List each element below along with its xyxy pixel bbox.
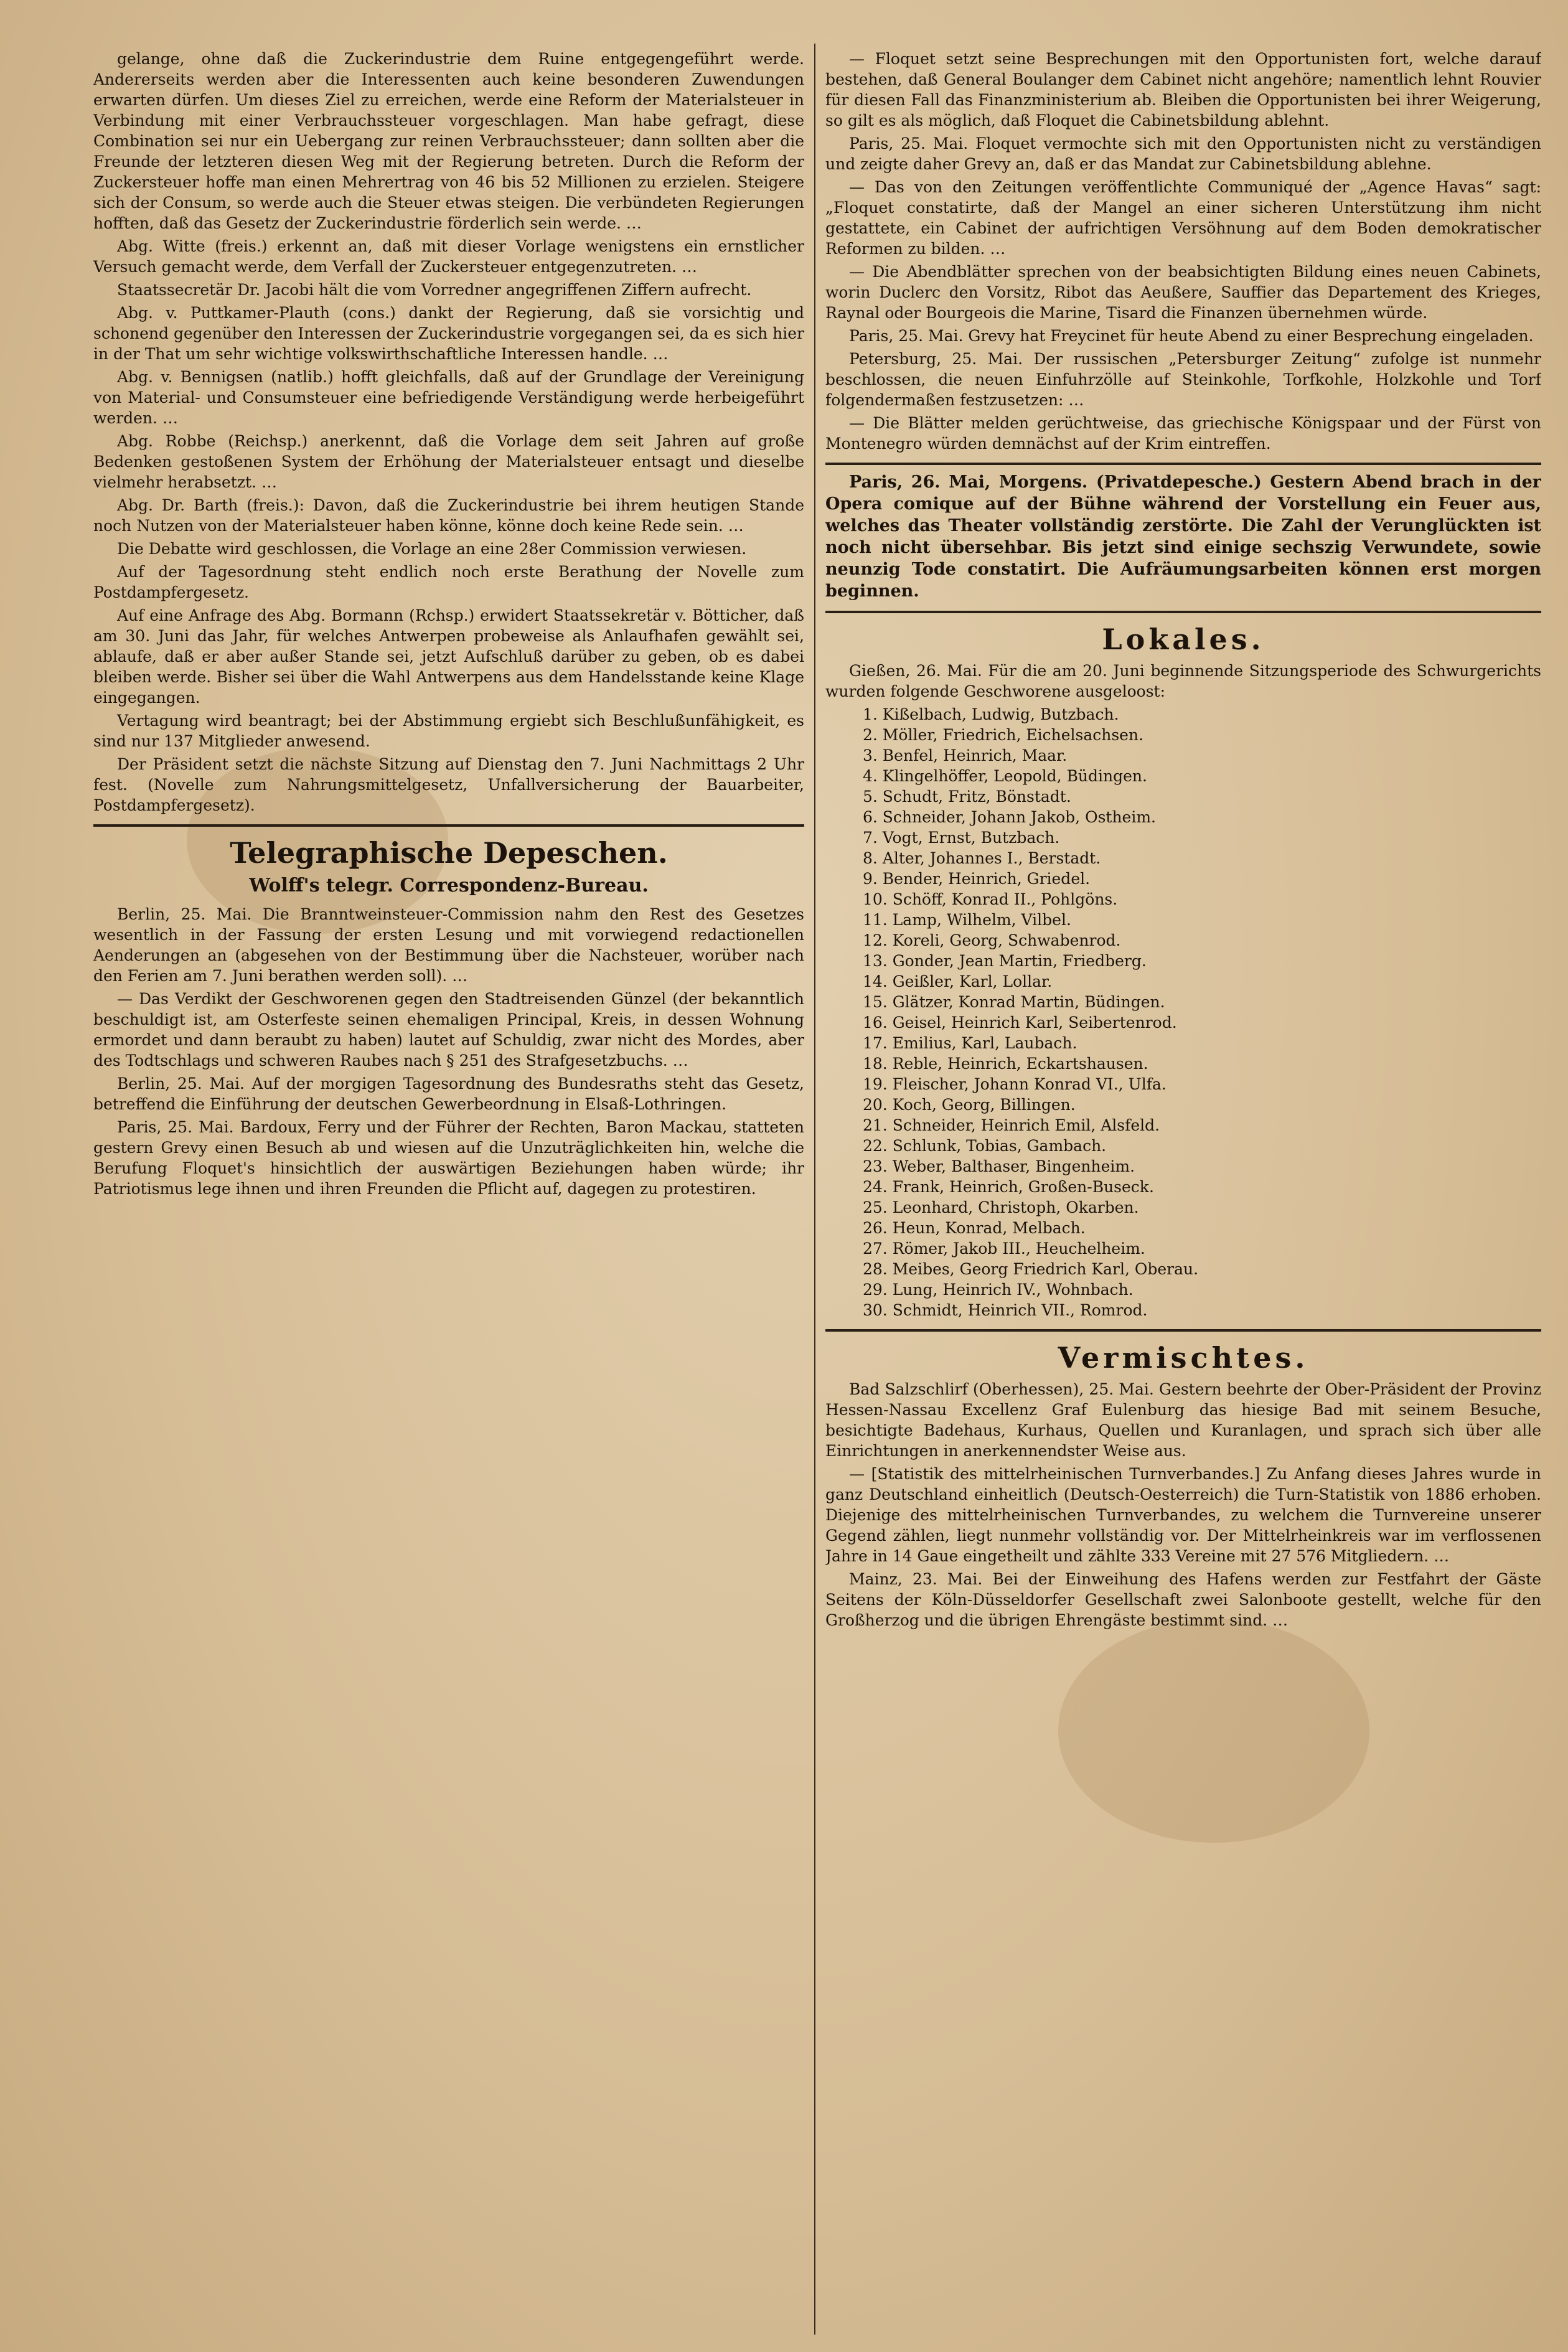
left-column [93, 49, 804, 2327]
juror-entry: 7. Vogt, Ernst, Butzbach. [863, 829, 1060, 847]
article-paragraph: Vertagung wird beantragt; bei der Abstimmung ergiebt sich Beschlußunfähigkeit, es sind nur 137 Mitglieder anwesend. [93, 712, 804, 750]
juror-entry: 14. Geißler, Karl, Lollar. [863, 972, 1053, 990]
dispatch-paragraph: — Das von den Zeitungen veröffentlichte Communiqué der „Agence Havas“ sagt: „Floquet constatirte, daß der Mangel an einer sicheren Unterstützung ihm nicht gestattete, ein Cabinet der aufrichtigen Versöhnung auf dem Boden demokratischer Reformen zu bilden. … [825, 178, 1541, 258]
juror-entry: 2. Möller, Friedrich, Eichelsachsen. [863, 726, 1144, 744]
juror-entry: 4. Klingelhöffer, Leopold, Büdingen. [863, 767, 1147, 785]
dispatch-paragraph: — Die Blätter melden gerüchtweise, das griechische Königspaar und der Fürst von Montenegro würden demnächst auf der Krim eintreffen. [825, 414, 1541, 453]
dispatch-paragraph: — Das Verdikt der Geschworenen gegen den Stadtreisenden Günzel (der bekanntlich beschuldigt ist, am Osterfeste seinen ehemaligen Principal, Kreis, in dessen Wohnung ermordet und dann beraubt zu haben) lautet auf Schuldig, zwar nicht des Mordes, aber des Todtschlags und schweren Raubes nach § 251 des Strafgesetzbuchs. … [93, 990, 804, 1070]
juror-entry: 16. Geisel, Heinrich Karl, Seibertenrod. [863, 1014, 1177, 1032]
article-paragraph: Die Debatte wird geschlossen, die Vorlage an eine 28er Commission verwiesen. [117, 540, 747, 558]
article-paragraph: Der Präsident setzt die nächste Sitzung auf Dienstag den 7. Juni Nachmittags 2 Uhr fest. (Novelle zum Nahrungsmittelgesetz, Unfallversicherung der Bauarbeiter, Postdampfergesetz). [93, 755, 804, 814]
article-paragraph: gelange, ohne daß die Zuckerindustrie dem Ruine entgegengeführt werde. Andererseits werden aber die Interessenten auch keine besonderen Zuwendungen erwarten dürfen. Um dieses Ziel zu erreichen, werde eine Reform der Materialsteuer in Verbindung mit einer Verbrauchssteuer vorgeschlagen. Man habe gefragt, diese Combination sei nur ein Uebergang zur reinen Verbrauchssteuer; dann sollten aber die Freunde der letzteren diesen Weg mit der Regierung betreten. Durch die Reform der Zuckersteuer hoffe man einen Mehrertrag von 46 bis 52 Millionen zu erzielen. Steigere sich der Consum, so werde auch die Steuer etwas steigen. Die verbündeten Regierungen hofften, daß das Gesetz der Zuckerindustrie förderlich sein werde. … [93, 50, 804, 232]
juror-entry: 28. Meibes, Georg Friedrich Karl, Oberau. [863, 1260, 1199, 1278]
dispatch-paragraph: Paris, 25. Mai. Floquet vermochte sich mit den Opportunisten nicht zu verständigen und zeigte daher Grevy an, daß er das Mandat zur Cabinetsbildung ablehne. [825, 134, 1541, 173]
section-rule [825, 1329, 1541, 1332]
juror-entry: 3. Benfel, Heinrich, Maar. [863, 746, 1068, 764]
lokales-intro: Gießen, 26. Mai. Für die am 20. Juni beginnende Sitzungsperiode des Schwurgerichts wurden folgende Geschworene ausgeloost: [825, 662, 1541, 700]
juror-entry: 23. Weber, Balthaser, Bingenheim. [863, 1157, 1135, 1175]
article-paragraph: Auf eine Anfrage des Abg. Bormann (Rchsp.) erwidert Staatssekretär v. Bötticher, daß am 30. Juni das Jahr, für welches Antwerpen probeweise als Anlaufhafen gewählt sei, ablaufe, daß er aber außer Stande sei, jetzt Aufschluß darüber zu geben, ob es dabei bleiben werde. Bisher sei über die Wahl Antwerpens aus dem Handelsstande keine Klage eingegangen. [93, 606, 804, 707]
juror-entry: 11. Lamp, Wilhelm, Vilbel. [863, 911, 1071, 929]
section-subheading-wolff-bureau: Wolff's telegr. Correspondenz-Bureau. [249, 875, 649, 896]
article-paragraph: Abg. v. Bennigsen (natlib.) hofft gleichfalls, daß auf der Grundlage der Vereinigung von Material- und Consumsteuer eine befriedigende Verständigung werde herbeigeführt werden. … [93, 368, 804, 427]
juror-entry: 13. Gonder, Jean Martin, Friedberg. [863, 952, 1147, 970]
juror-entry: 15. Glätzer, Konrad Martin, Büdingen. [863, 993, 1165, 1011]
right-column [825, 49, 1541, 2327]
juror-entry: 22. Schlunk, Tobias, Gambach. [863, 1137, 1107, 1155]
juror-entry: 12. Koreli, Georg, Schwabenrod. [863, 931, 1121, 949]
juror-entry: 5. Schudt, Fritz, Bönstadt. [863, 788, 1071, 806]
juror-entry: 1. Kißelbach, Ludwig, Butzbach. [863, 705, 1119, 723]
miscellany-paragraph: — [Statistik des mittelrheinischen Turnverbandes.] Zu Anfang dieses Jahres wurde in ganz Deutschland einheitlich (Deutsch-Oesterreich) die Turn-Statistik von 1886 erhoben. Diejenige des mittelrheinischen Turnverbandes, zu welchem die Turnvereine unserer Gegend zählen, liegt nunmehr vollständig vor. Der Mittelrheinkreis war im verflossenen Jahre in 14 Gaue eingetheilt und zählte 333 Vereine mit 27 576 Mitgliedern. … [825, 1465, 1541, 1565]
private-dispatch-opera-comique-fire: Paris, 26. Mai, Morgens. (Privatdepesche.) Gestern Abend brach in der Opera comique auf der Bühne während der Vorstellung ein Feuer aus, welches das Theater vollständig zerstörte. Die Zahl der Verunglückten ist noch nicht übersehbar. Bis jetzt sind einige sechszig Verwundete, sowie neunzig Tode constatirt. Die Aufräumungsarbeiten können erst morgen beginnen. [825, 473, 1541, 601]
section-rule [825, 463, 1541, 465]
article-paragraph: Abg. Witte (freis.) erkennt an, daß mit dieser Vorlage wenigstens ein ernstlicher Versuch gemacht werde, dem Verfall der Zuckersteuer entgegenzutreten. … [93, 237, 804, 276]
juror-entry: 10. Schöff, Konrad II., Pohlgöns. [863, 890, 1118, 908]
dispatch-paragraph: Petersburg, 25. Mai. Der russischen „Petersburger Zeitung“ zufolge ist nunmehr beschlossen, die neuen Einfuhrzölle auf Steinkohle, Torfkohle, Holzkohle und Torf folgendermaßen festzusetzen: … [825, 350, 1541, 409]
juror-entry: 27. Römer, Jakob III., Heuchelheim. [863, 1240, 1145, 1258]
column-divider [814, 44, 815, 2335]
section-heading-vermischtes: Vermischtes. [1058, 1341, 1309, 1375]
juror-entry: 19. Fleischer, Johann Konrad VI., Ulfa. [863, 1075, 1167, 1093]
juror-entry: 26. Heun, Konrad, Melbach. [863, 1219, 1086, 1237]
miscellany-paragraph: Mainz, 23. Mai. Bei der Einweihung des Hafens werden zur Festfahrt der Gäste Seitens der Köln-Düsseldorfer Gesellschaft zwei Salonboote gestellt, welche für den Großherzog und die übrigen Ehrengäste bestimmt sind. … [825, 1570, 1541, 1629]
juror-entry: 29. Lung, Heinrich IV., Wohnbach. [863, 1281, 1134, 1299]
dispatch-paragraph: Berlin, 25. Mai. Die Branntweinsteuer-Commission nahm den Rest des Gesetzes wesentlich in der Fassung der ersten Lesung und mit vorwiegend redactionellen Aenderungen an (abgesehen von der Bestimmung über die Nachsteuer, worüber nach den Ferien am 7. Juni berathen werden soll). … [93, 905, 804, 985]
juror-entry: 8. Alter, Johannes I., Berstadt. [863, 849, 1101, 867]
juror-entry: 18. Reble, Heinrich, Eckartshausen. [863, 1055, 1148, 1073]
dispatch-paragraph: — Die Abendblätter sprechen von der beabsichtigten Bildung eines neuen Cabinets, worin Duclerc den Vorsitz, Ribot das Aeußere, Sauffier das Departement des Krieges, Raynal oder Bourgeois die Marine, Tisard die Finanzen übernehmen würde. [825, 263, 1541, 322]
juror-entry: 17. Emilius, Karl, Laubach. [863, 1034, 1077, 1052]
juror-entry: 20. Koch, Georg, Billingen. [863, 1096, 1076, 1114]
section-heading-lokales: Lokales. [1102, 623, 1265, 656]
dispatch-paragraph: Paris, 25. Mai. Grevy hat Freycinet für heute Abend zu einer Besprechung eingeladen. [849, 327, 1534, 345]
article-paragraph: Abg. Dr. Barth (freis.): Davon, daß die Zuckerindustrie bei ihrem heutigen Stande noch Nutzen von der Materialsteuer haben könne, könne doch keine Rede sein. … [93, 496, 804, 535]
article-paragraph: Staatssecretär Dr. Jacobi hält die vom Vorredner angegriffenen Ziffern aufrecht. [117, 281, 752, 299]
juror-entry: 25. Leonhard, Christoph, Okarben. [863, 1198, 1139, 1216]
juror-entry: 30. Schmidt, Heinrich VII., Romrod. [863, 1301, 1148, 1319]
juror-entry: 6. Schneider, Johann Jakob, Ostheim. [863, 808, 1156, 826]
juror-entry: 24. Frank, Heinrich, Großen-Buseck. [863, 1178, 1154, 1196]
section-heading-telegraphische-depeschen: Telegraphische Depeschen. [230, 836, 668, 870]
juror-entry: 9. Bender, Heinrich, Griedel. [863, 870, 1091, 888]
miscellany-paragraph: Bad Salzschlirf (Oberhessen), 25. Mai. Gestern beehrte der Ober-Präsident der Provinz Hessen-Nassau Excellenz Graf Eulenburg das hiesige Bad mit seinem Besuche, besichtigte Badehaus, Kurhaus, Quellen und Kuranlagen, und sprach sich über alle Einrichtungen in anerkennendster Weise aus. [825, 1380, 1541, 1460]
dispatch-paragraph: — Floquet setzt seine Besprechungen mit den Opportunisten fort, welche darauf bestehen, daß General Boulanger dem Cabinet nicht angehöre; namentlich lehnt Rouvier für diesen Fall das Finanzministerium ab. Bleiben die Opportunisten bei ihrer Weigerung, so gilt es als möglich, daß Floquet die Cabinetsbildung ablehnt. [825, 50, 1541, 129]
article-paragraph: Auf der Tagesordnung steht endlich noch erste Berathung der Novelle zum Postdampfergesetz. [93, 563, 804, 601]
article-paragraph: Abg. Robbe (Reichsp.) anerkennt, daß die Vorlage dem seit Jahren auf große Bedenken gestoßenen System der Erhöhung der Materialsteuer entsagt und dieselbe vielmehr herabsetzt. … [93, 432, 804, 491]
article-paragraph: Abg. v. Puttkamer-Plauth (cons.) dankt der Regierung, daß sie vorsichtig und schonend gegenüber den Interessen der Zuckerindustrie vorgegangen sei, da es sich hier in der That um sehr wichtige volkswirthschaftliche Interessen handle. … [93, 304, 804, 363]
section-rule [93, 824, 804, 827]
dispatch-paragraph: Berlin, 25. Mai. Auf der morgigen Tagesordnung des Bundesraths steht das Gesetz, betreffend die Einführung der deutschen Gewerbeordnung in Elsaß-Lothringen. [93, 1075, 804, 1113]
dispatch-paragraph: Paris, 25. Mai. Bardoux, Ferry und der Führer der Rechten, Baron Mackau, statteten gestern Grevy einen Besuch ab und wiesen auf die Unzuträglichkeiten hin, welche die Berufung Floquet's hinsichtlich der auswärtigen Beziehungen haben würde; ihr Patriotismus lege ihnen und ihren Freunden die Pflicht auf, dagegen zu protestiren. [93, 1118, 804, 1198]
juror-list [825, 704, 1541, 1320]
section-rule [825, 611, 1541, 613]
juror-entry: 21. Schneider, Heinrich Emil, Alsfeld. [863, 1116, 1160, 1134]
